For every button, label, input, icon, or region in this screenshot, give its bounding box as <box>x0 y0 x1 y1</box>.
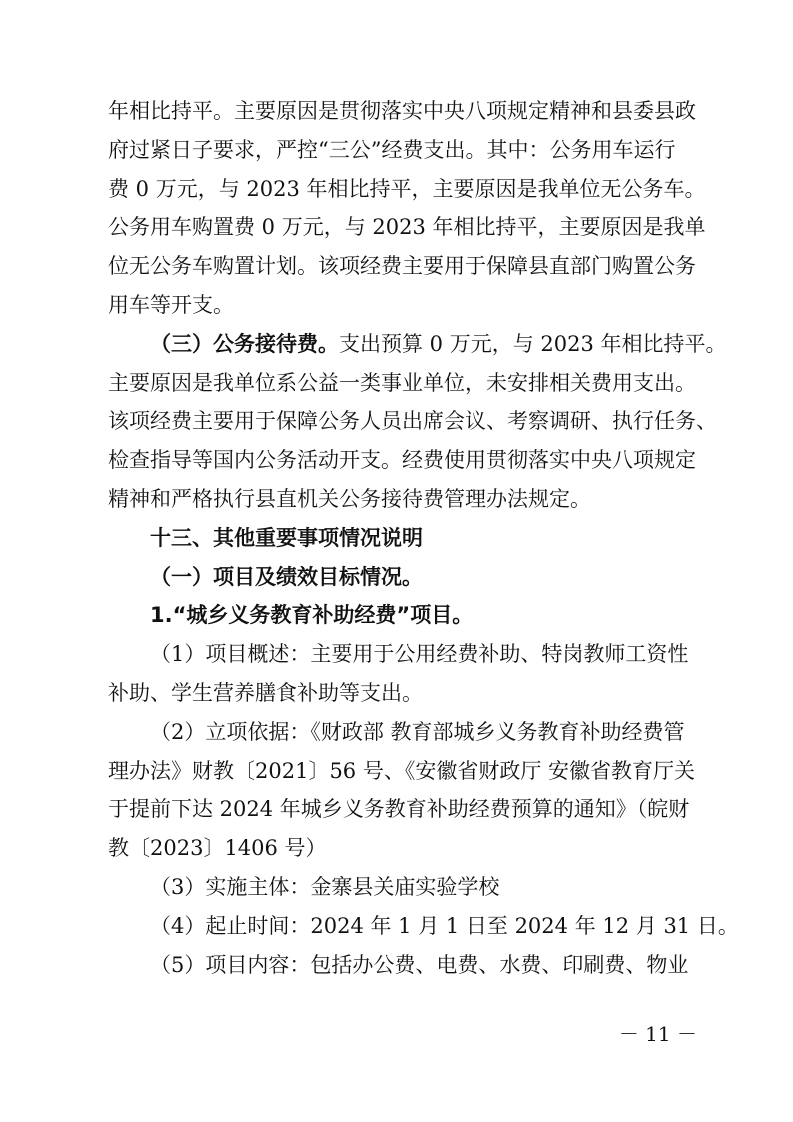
reception-paragraph-first-line <box>108 325 727 364</box>
text-line: 主要原因是我单位系公益一类事业单位，未安排相关费用支出。 <box>108 370 696 395</box>
reception-title: （三）公务接待费。 <box>150 331 339 356</box>
text-line: （1）项目概述：主要用于公用经费补助、特岗教师工资性 <box>150 642 689 667</box>
text-line: 教〔2023〕1406 号） <box>108 836 327 861</box>
text-line: 用车等开支。 <box>108 292 234 317</box>
text-line: 费 0 万元，与 2023 年相比持平，主要原因是我单位无公务车。 <box>108 176 706 201</box>
subsection-1-heading: （一）项目及绩效目标情况。 <box>150 564 423 589</box>
text-line: 位无公务车购置计划。该项经费主要用于保障县直部门购置公务 <box>108 254 696 279</box>
text-line: 府过紧日子要求，严控“三公”经费支出。其中：公务用车运行 <box>108 137 676 162</box>
page-number: － 11 － <box>618 1022 697 1046</box>
text-line: 精神和严格执行县直机关公务接待费管理办法规定。 <box>108 486 591 511</box>
reception-first-rest: 支出预算 0 万元，与 2023 年相比持平。 <box>339 331 727 356</box>
text-line: 理办法》财教〔2021〕56 号、《安徽省财政厅 安徽省教育厅关 <box>108 758 696 783</box>
text-line: （5）项目内容：包括办公费、电费、水费、印刷费、物业 <box>150 952 689 977</box>
text-line: 该项经费主要用于保障公务人员出席会议、考察调研、执行任务、 <box>108 409 717 434</box>
text-line: 于提前下达 2024 年城乡义务教育补助经费预算的通知》（皖财 <box>108 797 690 822</box>
section-13-heading: 十三、其他重要事项情况说明 <box>150 525 423 550</box>
text-line: 公务用车购置费 0 万元，与 2023 年相比持平，主要原因是我单 <box>108 215 706 240</box>
text-line: 检查指导等国内公务活动开支。经费使用贯彻落实中央八项规定 <box>108 448 696 473</box>
text-line: 补助、学生营养膳食补助等支出。 <box>108 680 423 705</box>
text-line: （2）立项依据：《财政部 教育部城乡义务教育补助经费管 <box>150 719 685 744</box>
text-line: （4）起止时间：2024 年 1 月 1 日至 2024 年 12 月 31 日。 <box>150 913 739 938</box>
text-line: 年相比持平。主要原因是贯彻落实中央八项规定精神和县委县政 <box>108 99 696 123</box>
body-text <box>108 92 739 984</box>
text-line: （3）实施主体：金寨县关庙实验学校 <box>150 874 500 899</box>
item-1-heading: 1.“城乡义务教育补助经费”项目。 <box>150 603 474 628</box>
